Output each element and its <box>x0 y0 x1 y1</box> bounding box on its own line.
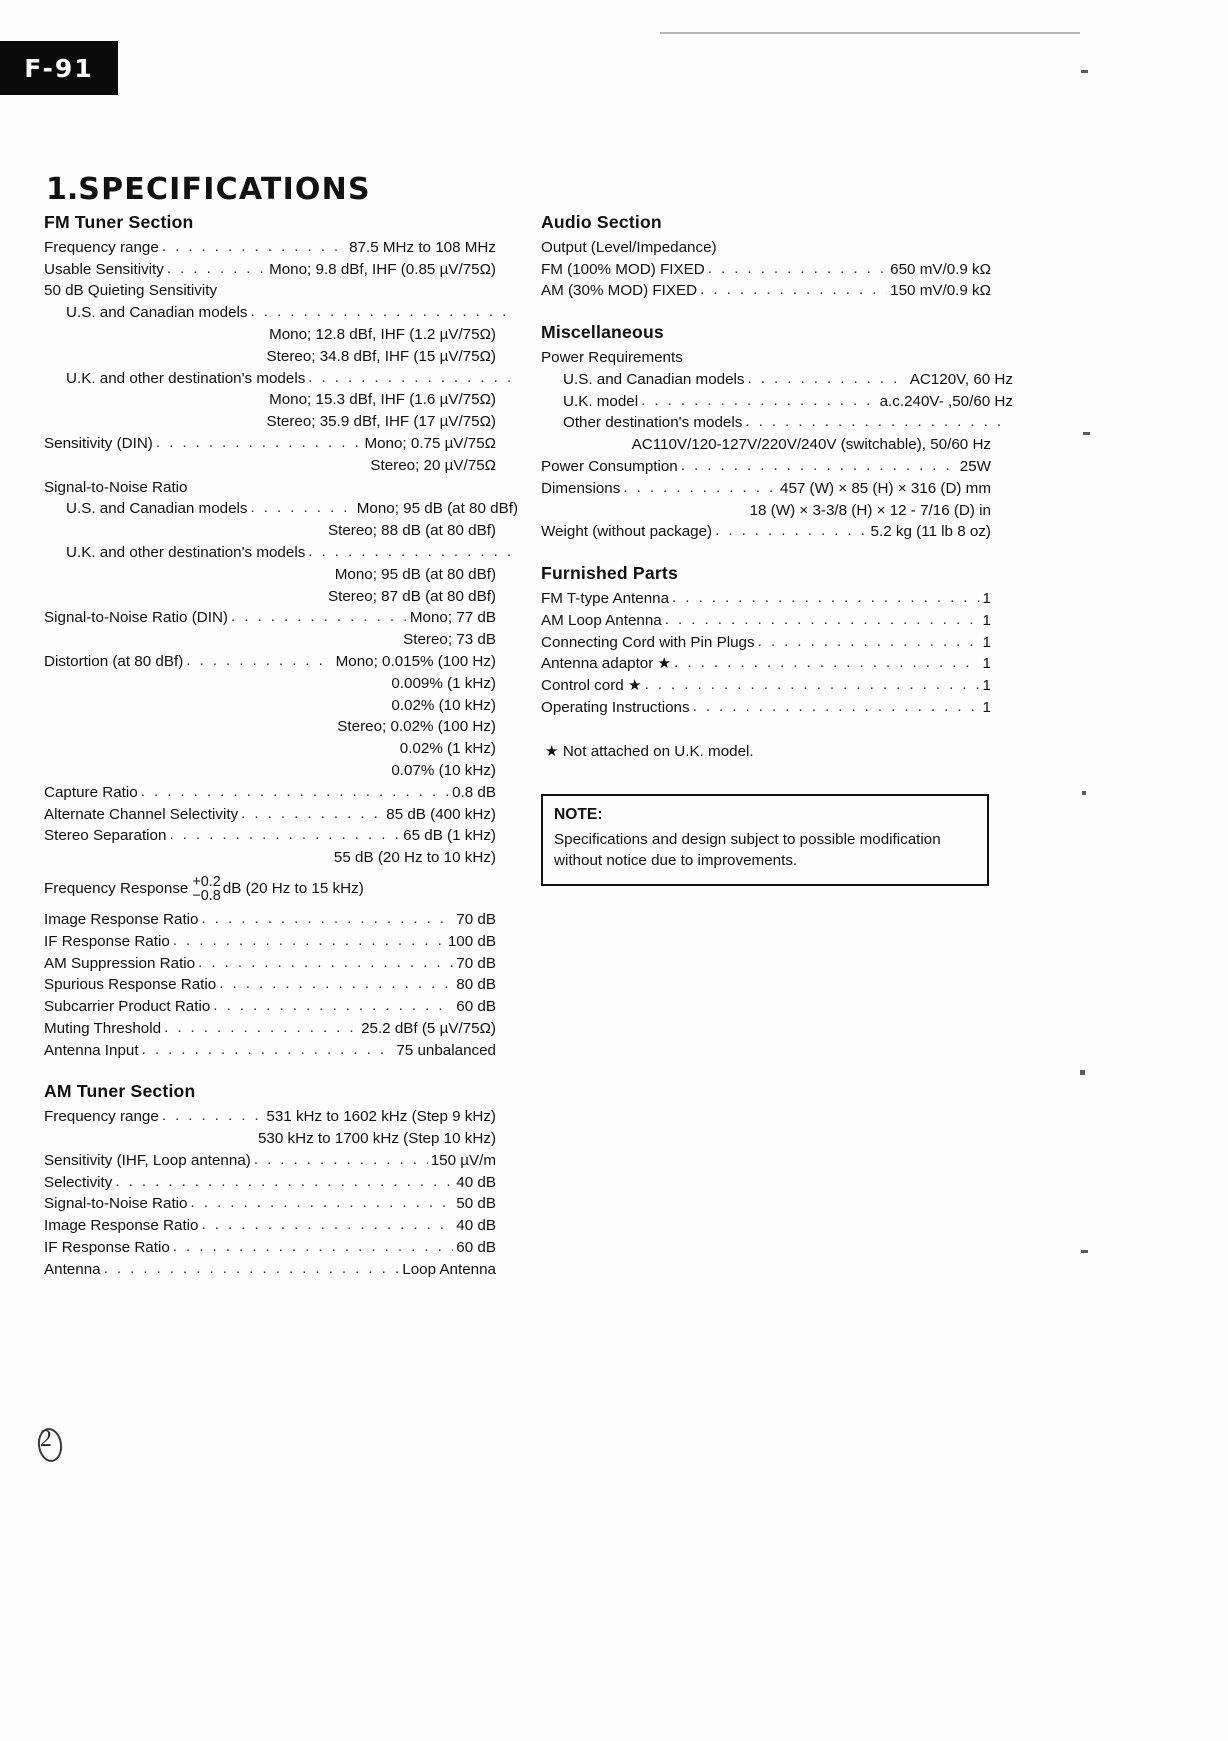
dot-leader <box>745 411 1010 433</box>
dot-leader <box>202 1214 454 1236</box>
dot-leader <box>169 824 400 846</box>
dot-leader <box>167 258 266 280</box>
dot-leader <box>186 650 332 672</box>
spec-value: 531 kHz to 1602 kHz (Step 9 kHz) <box>266 1108 496 1126</box>
spec-label: Sensitivity (DIN) <box>44 434 153 452</box>
dot-leader <box>681 455 957 477</box>
spec-value: 1 <box>982 611 991 629</box>
spec-continuation-value: 0.009% (1 kHz) <box>391 674 496 692</box>
dot-leader <box>231 606 407 628</box>
page-title-text: SPECIFICATIONS <box>78 172 371 208</box>
spec-value: Mono; 9.8 dBf, IHF (0.85 µV/75Ω) <box>269 260 496 278</box>
spec-continuation-value: 530 kHz to 1700 kHz (Step 10 kHz) <box>257 1130 496 1148</box>
page-title-number: 1. <box>46 172 79 208</box>
spec-value: Mono; 77 dB <box>409 609 496 627</box>
spec-value: 70 dB <box>456 954 496 972</box>
spec-list-fm-tuner <box>44 237 518 1062</box>
left-column <box>44 212 518 1281</box>
dot-leader <box>164 1017 358 1039</box>
dot-leader <box>241 803 383 825</box>
spec-row <box>44 974 496 996</box>
spec-continuation-value: Mono; 15.3 dBf, IHF (1.6 µV/75Ω) <box>269 391 496 409</box>
spec-label: Antenna Input <box>44 1041 139 1059</box>
spec-row <box>44 1040 496 1062</box>
spec-label: Capture Ratio <box>44 783 138 801</box>
spec-continuation-value: 18 (W) × 3-3/8 (H) × 12 - 7/16 (D) in <box>749 501 991 519</box>
spec-row <box>44 804 496 826</box>
spec-value: 50 dB <box>456 1195 496 1213</box>
scan-artifact-tick <box>1082 791 1086 795</box>
dot-leader <box>308 367 515 389</box>
spec-continuation-value: Stereo; 73 dB <box>403 631 496 649</box>
spec-list-furnished-parts <box>541 588 991 719</box>
spec-value: 87.5 MHz to 108 MHz <box>349 238 496 256</box>
spec-row <box>44 782 496 804</box>
spec-label: Alternate Channel Selectivity <box>44 805 239 823</box>
dot-leader <box>715 520 867 542</box>
spec-row <box>44 651 496 673</box>
spec-row <box>44 953 496 975</box>
note-box <box>541 794 989 886</box>
spec-value: 65 dB (1 kHz) <box>403 827 496 845</box>
dot-leader <box>254 1149 428 1171</box>
dot-leader <box>141 781 449 803</box>
spec-value: 75 unbalanced <box>396 1041 496 1059</box>
spec-row <box>541 653 991 675</box>
spec-value: 40 dB <box>456 1173 496 1191</box>
spec-continuation-value: 0.02% (10 kHz) <box>391 696 496 714</box>
spec-row <box>44 542 518 564</box>
dot-leader <box>748 368 907 390</box>
spec-label: FM T-type Antenna <box>541 589 670 607</box>
dot-leader <box>142 1039 394 1061</box>
spec-label: Signal-to-Noise Ratio <box>44 1195 188 1213</box>
section-title-miscellaneous: Miscellaneous <box>541 322 664 343</box>
spec-continuation-value: Stereo; 35.9 dBf, IHF (17 µV/75Ω) <box>266 413 496 431</box>
spec-label: Stereo Separation <box>44 827 167 845</box>
spec-value: 85 dB (400 kHz) <box>386 805 496 823</box>
furnished-parts-footnote: ★ Not attached on U.K. model. <box>545 742 754 760</box>
spec-label: IF Response Ratio <box>44 1239 170 1257</box>
spec-label: U.K. and other destination's models <box>66 543 306 561</box>
dot-leader <box>758 631 980 653</box>
dot-leader <box>219 973 453 995</box>
spec-label: Image Response Ratio <box>44 910 199 928</box>
spec-label: Control cord ★ <box>541 677 642 695</box>
spec-row <box>541 412 1013 434</box>
spec-row <box>44 1237 496 1259</box>
spec-value: 25W <box>959 457 991 475</box>
spec-row <box>44 498 518 520</box>
spec-label: Frequency range <box>44 238 159 256</box>
spec-row <box>44 825 496 847</box>
spec-label: Antenna adaptor ★ <box>541 655 672 673</box>
spec-label: 50 dB Quieting Sensitivity <box>44 282 218 300</box>
spec-label: Usable Sensitivity <box>44 260 164 278</box>
spec-label: AM Suppression Ratio <box>44 954 196 972</box>
spec-row <box>44 607 496 629</box>
spec-label: Weight (without package) <box>541 523 713 541</box>
scan-artifact-top-rule <box>660 32 1080 34</box>
spec-value: Mono; 0.015% (100 Hz) <box>335 652 496 670</box>
dot-leader <box>213 995 453 1017</box>
spec-continuation-value: Stereo; 0.02% (100 Hz) <box>337 718 496 736</box>
spec-label: Output (Level/Impedance) <box>541 238 717 256</box>
spec-continuation-value: Mono; 95 dB (at 80 dBf) <box>334 565 496 583</box>
spec-value: 70 dB <box>456 910 496 928</box>
spec-value: Mono; 0.75 µV/75Ω <box>364 434 496 452</box>
spec-row <box>44 1259 496 1281</box>
spec-row <box>541 588 991 610</box>
section-title-audio: Audio Section <box>541 212 662 232</box>
spec-value: Loop Antenna <box>402 1260 496 1278</box>
page-title <box>46 172 371 207</box>
dot-leader <box>708 258 887 280</box>
spec-continuation-value: Stereo; 20 µV/75Ω <box>370 456 496 474</box>
spec-label: FM (100% MOD) FIXED <box>541 260 705 278</box>
dot-leader <box>198 952 453 974</box>
section-title-am-tuner: AM Tuner Section <box>44 1081 196 1102</box>
dot-leader <box>162 236 346 258</box>
spec-label: Frequency range <box>44 1108 159 1126</box>
spec-label: Spurious Response Ratio <box>44 976 217 994</box>
spec-row <box>44 996 496 1018</box>
spec-list-miscellaneous <box>541 347 1013 543</box>
spec-row <box>541 456 991 478</box>
scan-artifact-tick <box>1081 1250 1088 1253</box>
dot-leader <box>672 587 980 609</box>
spec-list-am-tuner <box>44 1106 496 1280</box>
dot-leader <box>641 390 876 412</box>
spec-value: 1 <box>982 633 991 651</box>
spec-value: 1 <box>982 655 991 673</box>
spec-list-audio <box>541 237 991 302</box>
spec-value: AC120V, 60 Hz <box>909 370 1013 388</box>
spec-label: Antenna <box>44 1260 101 1278</box>
tolerance-upper: +0.2 <box>192 873 221 890</box>
dot-leader <box>693 696 980 718</box>
spec-value: 0.8 dB <box>452 783 496 801</box>
spec-row <box>541 478 991 500</box>
spec-row <box>541 391 1013 413</box>
spec-row-frequency-response <box>44 875 496 903</box>
spec-row <box>541 521 991 543</box>
tolerance-lower: −0.8 <box>192 887 221 904</box>
dot-leader <box>674 652 979 674</box>
dot-leader <box>251 301 515 323</box>
dot-leader <box>202 908 454 930</box>
right-column <box>541 212 1013 763</box>
spec-value: 650 mV/0.9 kΩ <box>890 260 991 278</box>
spec-value: 60 dB <box>456 998 496 1016</box>
spec-continuation-value: Stereo; 87 dB (at 80 dBf) <box>327 587 496 605</box>
dot-leader <box>173 1236 454 1258</box>
spec-label: U.K. model <box>563 392 639 410</box>
spec-value: 1 <box>982 589 991 607</box>
spec-value: a.c.240V- ,50/60 Hz <box>879 392 1013 410</box>
dot-leader <box>162 1105 264 1127</box>
dot-leader <box>173 930 445 952</box>
spec-value: dB (20 Hz to 15 kHz) <box>222 880 364 897</box>
spec-label: Distortion (at 80 dBf) <box>44 652 184 670</box>
dot-leader <box>308 541 515 563</box>
spec-value: 25.2 dBf (5 µV/75Ω) <box>361 1019 496 1037</box>
spec-row <box>541 347 991 369</box>
page-number-digit: 2 <box>40 1426 52 1452</box>
spec-row <box>44 259 496 281</box>
spec-continuation-value: AC110V/120-127V/220V/240V (switchable), 50/60 Hz <box>631 436 991 454</box>
spec-value: 60 dB <box>456 1239 496 1257</box>
spec-value: 1 <box>982 698 991 716</box>
spec-continuation-value: Stereo; 88 dB (at 80 dBf) <box>327 522 496 540</box>
spec-value: 150 mV/0.9 kΩ <box>890 282 991 300</box>
spec-label: Connecting Cord with Pin Plugs <box>541 633 755 651</box>
dot-leader <box>115 1171 453 1193</box>
dot-leader <box>665 609 980 631</box>
spec-row <box>541 369 1013 391</box>
spec-row <box>541 675 991 697</box>
spec-label: Muting Threshold <box>44 1019 162 1037</box>
spec-continuation-value: 0.02% (1 kHz) <box>399 740 496 758</box>
spec-label: Sensitivity (IHF, Loop antenna) <box>44 1151 251 1169</box>
spec-label: Signal-to-Noise Ratio <box>44 478 188 496</box>
spec-row <box>541 632 991 654</box>
spec-row <box>44 1215 496 1237</box>
spec-label: AM Loop Antenna <box>541 611 662 629</box>
spec-label: U.S. and Canadian models <box>66 500 248 518</box>
spec-label: Other destination's models <box>563 414 743 432</box>
dot-leader <box>623 477 777 499</box>
page-number <box>36 1426 52 1453</box>
spec-row <box>44 1172 496 1194</box>
spec-row <box>44 931 496 953</box>
spec-value: 80 dB <box>456 976 496 994</box>
spec-row <box>541 610 991 632</box>
spec-label: Frequency Response <box>44 880 189 897</box>
spec-label: Power Requirements <box>541 348 683 366</box>
spec-row <box>44 1018 496 1040</box>
dot-leader <box>191 1192 454 1214</box>
spec-label: U.S. and Canadian models <box>563 370 745 388</box>
scan-artifact-tick <box>1080 1070 1085 1075</box>
spec-value: 5.2 kg (11 lb 8 oz) <box>870 523 991 541</box>
spec-label: U.K. and other destination's models <box>66 369 306 387</box>
spec-label: Operating Instructions <box>541 698 690 716</box>
spec-row <box>44 368 518 390</box>
dot-leader <box>104 1258 400 1280</box>
note-body: Specifications and design subject to possible modification without notice due to improvements. <box>554 830 941 869</box>
dot-leader <box>156 432 362 454</box>
spec-label: IF Response Ratio <box>44 932 170 950</box>
spec-continuation-value: 55 dB (20 Hz to 10 kHz) <box>333 849 496 867</box>
spec-label: Power Consumption <box>541 457 678 475</box>
spec-label: AM (30% MOD) FIXED <box>541 282 698 300</box>
spec-label: Selectivity <box>44 1173 113 1191</box>
spec-row <box>44 1150 496 1172</box>
spec-row <box>541 259 991 281</box>
spec-row <box>44 280 496 302</box>
spec-label: Image Response Ratio <box>44 1217 199 1235</box>
model-tab-label: F-91 <box>24 53 94 83</box>
spec-row <box>44 1106 496 1128</box>
spec-row <box>44 433 496 455</box>
spec-row <box>44 909 496 931</box>
spec-value: Mono; 95 dB (at 80 dBf) <box>356 500 518 518</box>
spec-label: U.S. and Canadian models <box>66 304 248 322</box>
spec-value: 40 dB <box>456 1217 496 1235</box>
spec-value: 457 (W) × 85 (H) × 316 (D) mm <box>780 479 991 497</box>
spec-row <box>44 477 496 499</box>
spec-row <box>541 237 991 259</box>
section-title-fm-tuner: FM Tuner Section <box>44 212 194 232</box>
spec-value: 150 µV/m <box>430 1151 496 1169</box>
spec-value: 1 <box>982 677 991 695</box>
spec-continuation-value: Stereo; 34.8 dBf, IHF (15 µV/75Ω) <box>266 347 496 365</box>
scan-artifact-tick <box>1081 70 1088 73</box>
model-tab <box>0 41 118 95</box>
spec-continuation-value: 0.07% (10 kHz) <box>391 761 496 779</box>
spec-label: Signal-to-Noise Ratio (DIN) <box>44 609 228 627</box>
dot-leader <box>700 279 887 301</box>
spec-value: 100 dB <box>447 932 496 950</box>
spec-label: Dimensions <box>541 479 621 497</box>
scan-artifact-tick <box>1083 432 1090 435</box>
dot-leader <box>251 497 354 519</box>
section-title-furnished-parts: Furnished Parts <box>541 563 678 584</box>
spec-row <box>541 697 991 719</box>
dot-leader <box>645 674 980 696</box>
note-title: NOTE: <box>554 806 603 823</box>
tolerance-fraction <box>192 875 220 903</box>
spec-row <box>44 302 518 324</box>
spec-row <box>44 237 496 259</box>
spec-row <box>44 1193 496 1215</box>
spec-continuation-value: Mono; 12.8 dBf, IHF (1.2 µV/75Ω) <box>269 325 496 343</box>
spec-label: Subcarrier Product Ratio <box>44 998 211 1016</box>
spec-row <box>541 280 991 302</box>
